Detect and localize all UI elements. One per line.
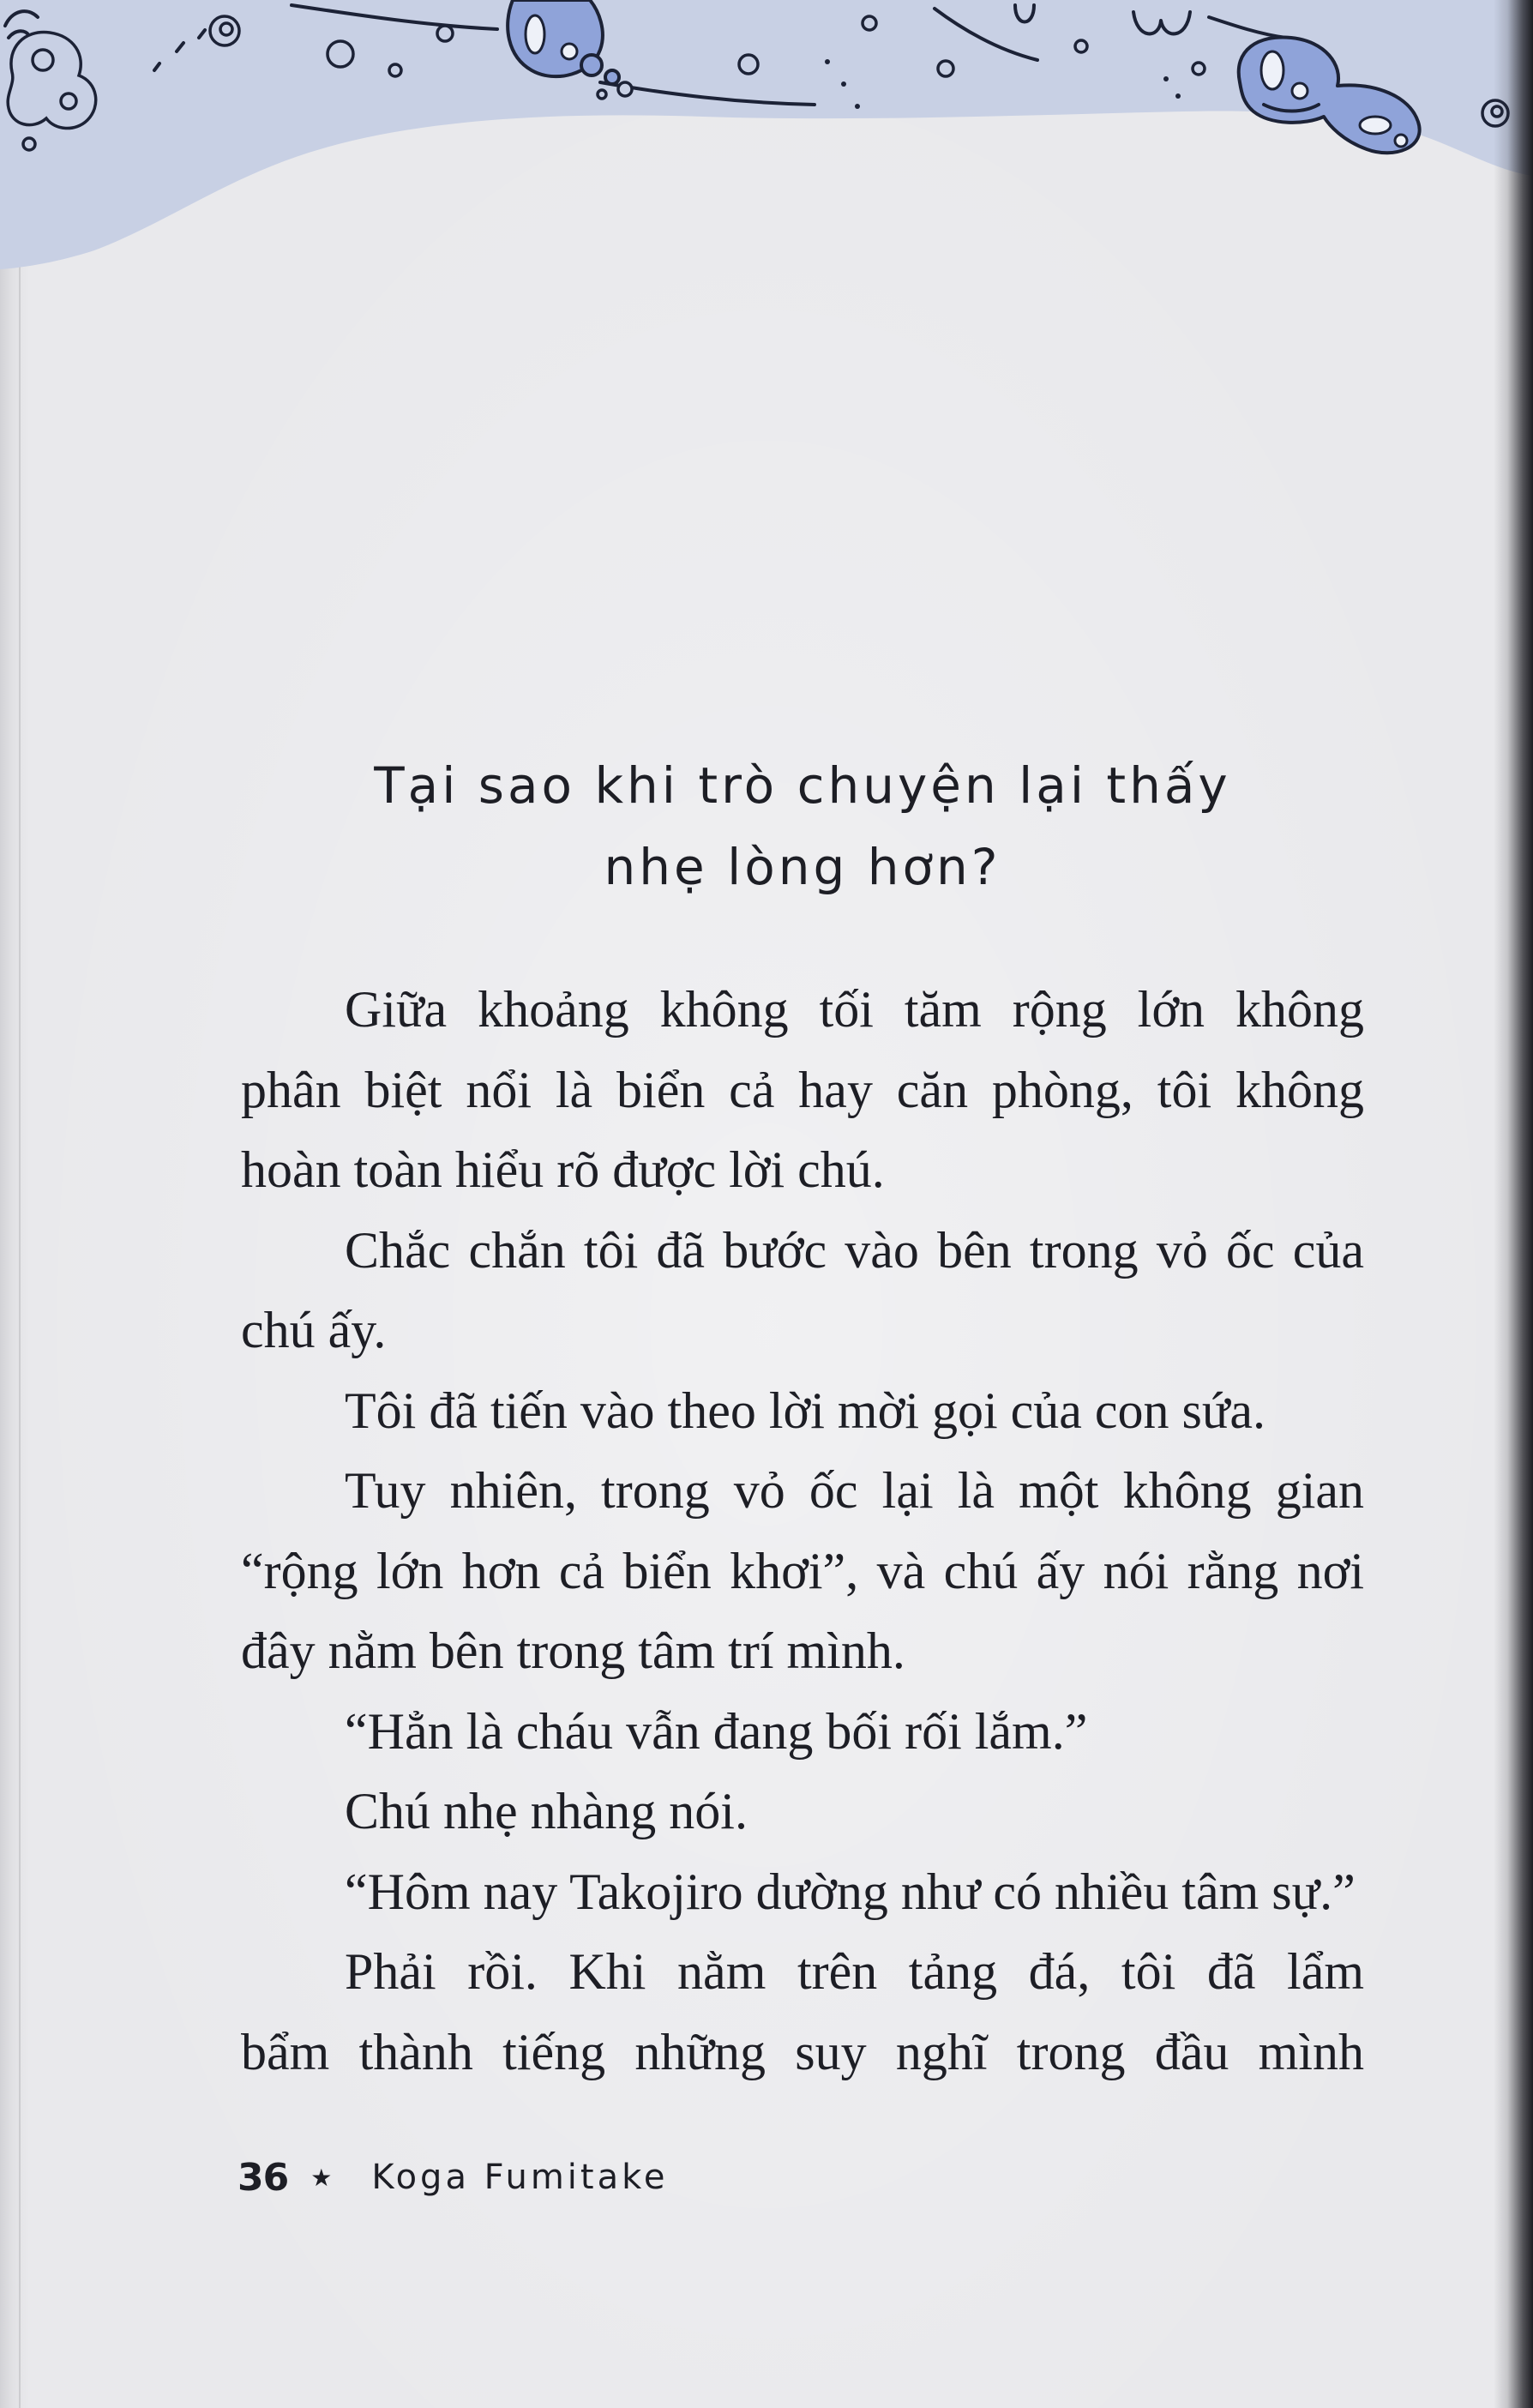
speck-dot: [825, 59, 830, 64]
bubble-doodle: [61, 93, 76, 109]
body-line: Phải rồi. Khi nằm trên tảng đá, tôi đã lẩm: [345, 1943, 1364, 2000]
body-line: “Hẳn là cháu vẫn đang bối rối lắm.”: [345, 1702, 1088, 1760]
bubble-doodle: [863, 16, 876, 30]
page-footer: [237, 2152, 668, 2203]
bubble-doodle: [598, 90, 606, 99]
body-line: phân biệt nổi là biển cả hay căn phòng, tôi không: [241, 1061, 1364, 1118]
bubble-doodle: [220, 23, 232, 35]
paragraph: [241, 1371, 1364, 1452]
speck-dot: [1175, 93, 1181, 99]
body-line: Chú nhẹ nhàng nói.: [345, 1783, 748, 1839]
paragraph: [241, 1451, 1364, 1692]
bubble-doodle: [23, 138, 35, 150]
body-line: hoàn toàn hiểu rõ được lời chú.: [241, 1141, 885, 1198]
paragraph: [241, 1211, 1364, 1371]
highlight-shape: [1360, 117, 1391, 134]
body-line: “rộng lớn hơn cả biển khơi”, và chú ấy nói rằng nơi: [241, 1542, 1364, 1599]
body-line: đây nằm bên trong tâm trí mình.: [241, 1622, 905, 1679]
blob-bubble: [605, 70, 619, 84]
highlight-shape: [526, 15, 544, 53]
page-edge-shadow: [1494, 0, 1533, 2408]
bubble-doodle: [618, 82, 632, 96]
highlight-shape: [1261, 51, 1284, 89]
bubble-doodle: [938, 61, 953, 76]
title-line: Tại sao khi trò chuyện lại thấy: [374, 756, 1231, 815]
bubble-doodle: [33, 50, 53, 70]
bubble-doodle: [437, 26, 453, 41]
body-line: Tuy nhiên, trong vỏ ốc lại là một không gian: [345, 1462, 1364, 1519]
author-name: Koga Fumitake: [371, 2158, 669, 2197]
speck-dot: [855, 104, 860, 109]
bubble-doodle: [1075, 40, 1087, 52]
chapter-title: [241, 745, 1364, 908]
body-line: Tôi đã tiến vào theo lời mời gọi của con sứa.: [345, 1382, 1266, 1439]
paragraph: [241, 970, 1364, 1211]
title-line: nhẹ lòng hơn?: [604, 838, 1001, 896]
paragraph: [241, 1852, 1364, 1933]
page-binding-shadow: [0, 0, 29, 2408]
paragraph: [241, 1932, 1364, 2092]
star-icon: ★: [310, 2163, 333, 2192]
bubble-doodle: [389, 64, 401, 76]
body-line: Chắc chắn tôi đã bước vào bên trong vỏ ốc của: [345, 1221, 1364, 1279]
paragraph: [241, 1772, 1364, 1852]
body-line: bẩm thành tiếng những suy nghĩ trong đầu mình: [241, 2023, 1364, 2080]
header-wave-band: [0, 0, 1533, 292]
bubble-doodle: [1193, 63, 1205, 75]
highlight-shape: [562, 44, 577, 59]
blob-bubble: [581, 55, 602, 75]
body-line: “Hôm nay Takojiro dường như có nhiều tâm sự.”: [345, 1863, 1356, 1920]
page-number: 36: [237, 2155, 289, 2200]
paragraph: [241, 1692, 1364, 1773]
body-line: chú ấy.: [241, 1302, 387, 1358]
spiral-bubble-doodle: [210, 16, 239, 45]
body-line: Giữa khoảng không tối tăm rộng lớn không: [345, 981, 1364, 1038]
body-text: [241, 970, 1364, 2092]
bubble-doodle: [739, 55, 758, 74]
speck-dot: [841, 81, 846, 87]
highlight-shape: [1395, 135, 1407, 147]
bubble-doodle: [328, 41, 353, 67]
highlight-shape: [1292, 83, 1308, 99]
speck-dot: [1163, 76, 1169, 81]
